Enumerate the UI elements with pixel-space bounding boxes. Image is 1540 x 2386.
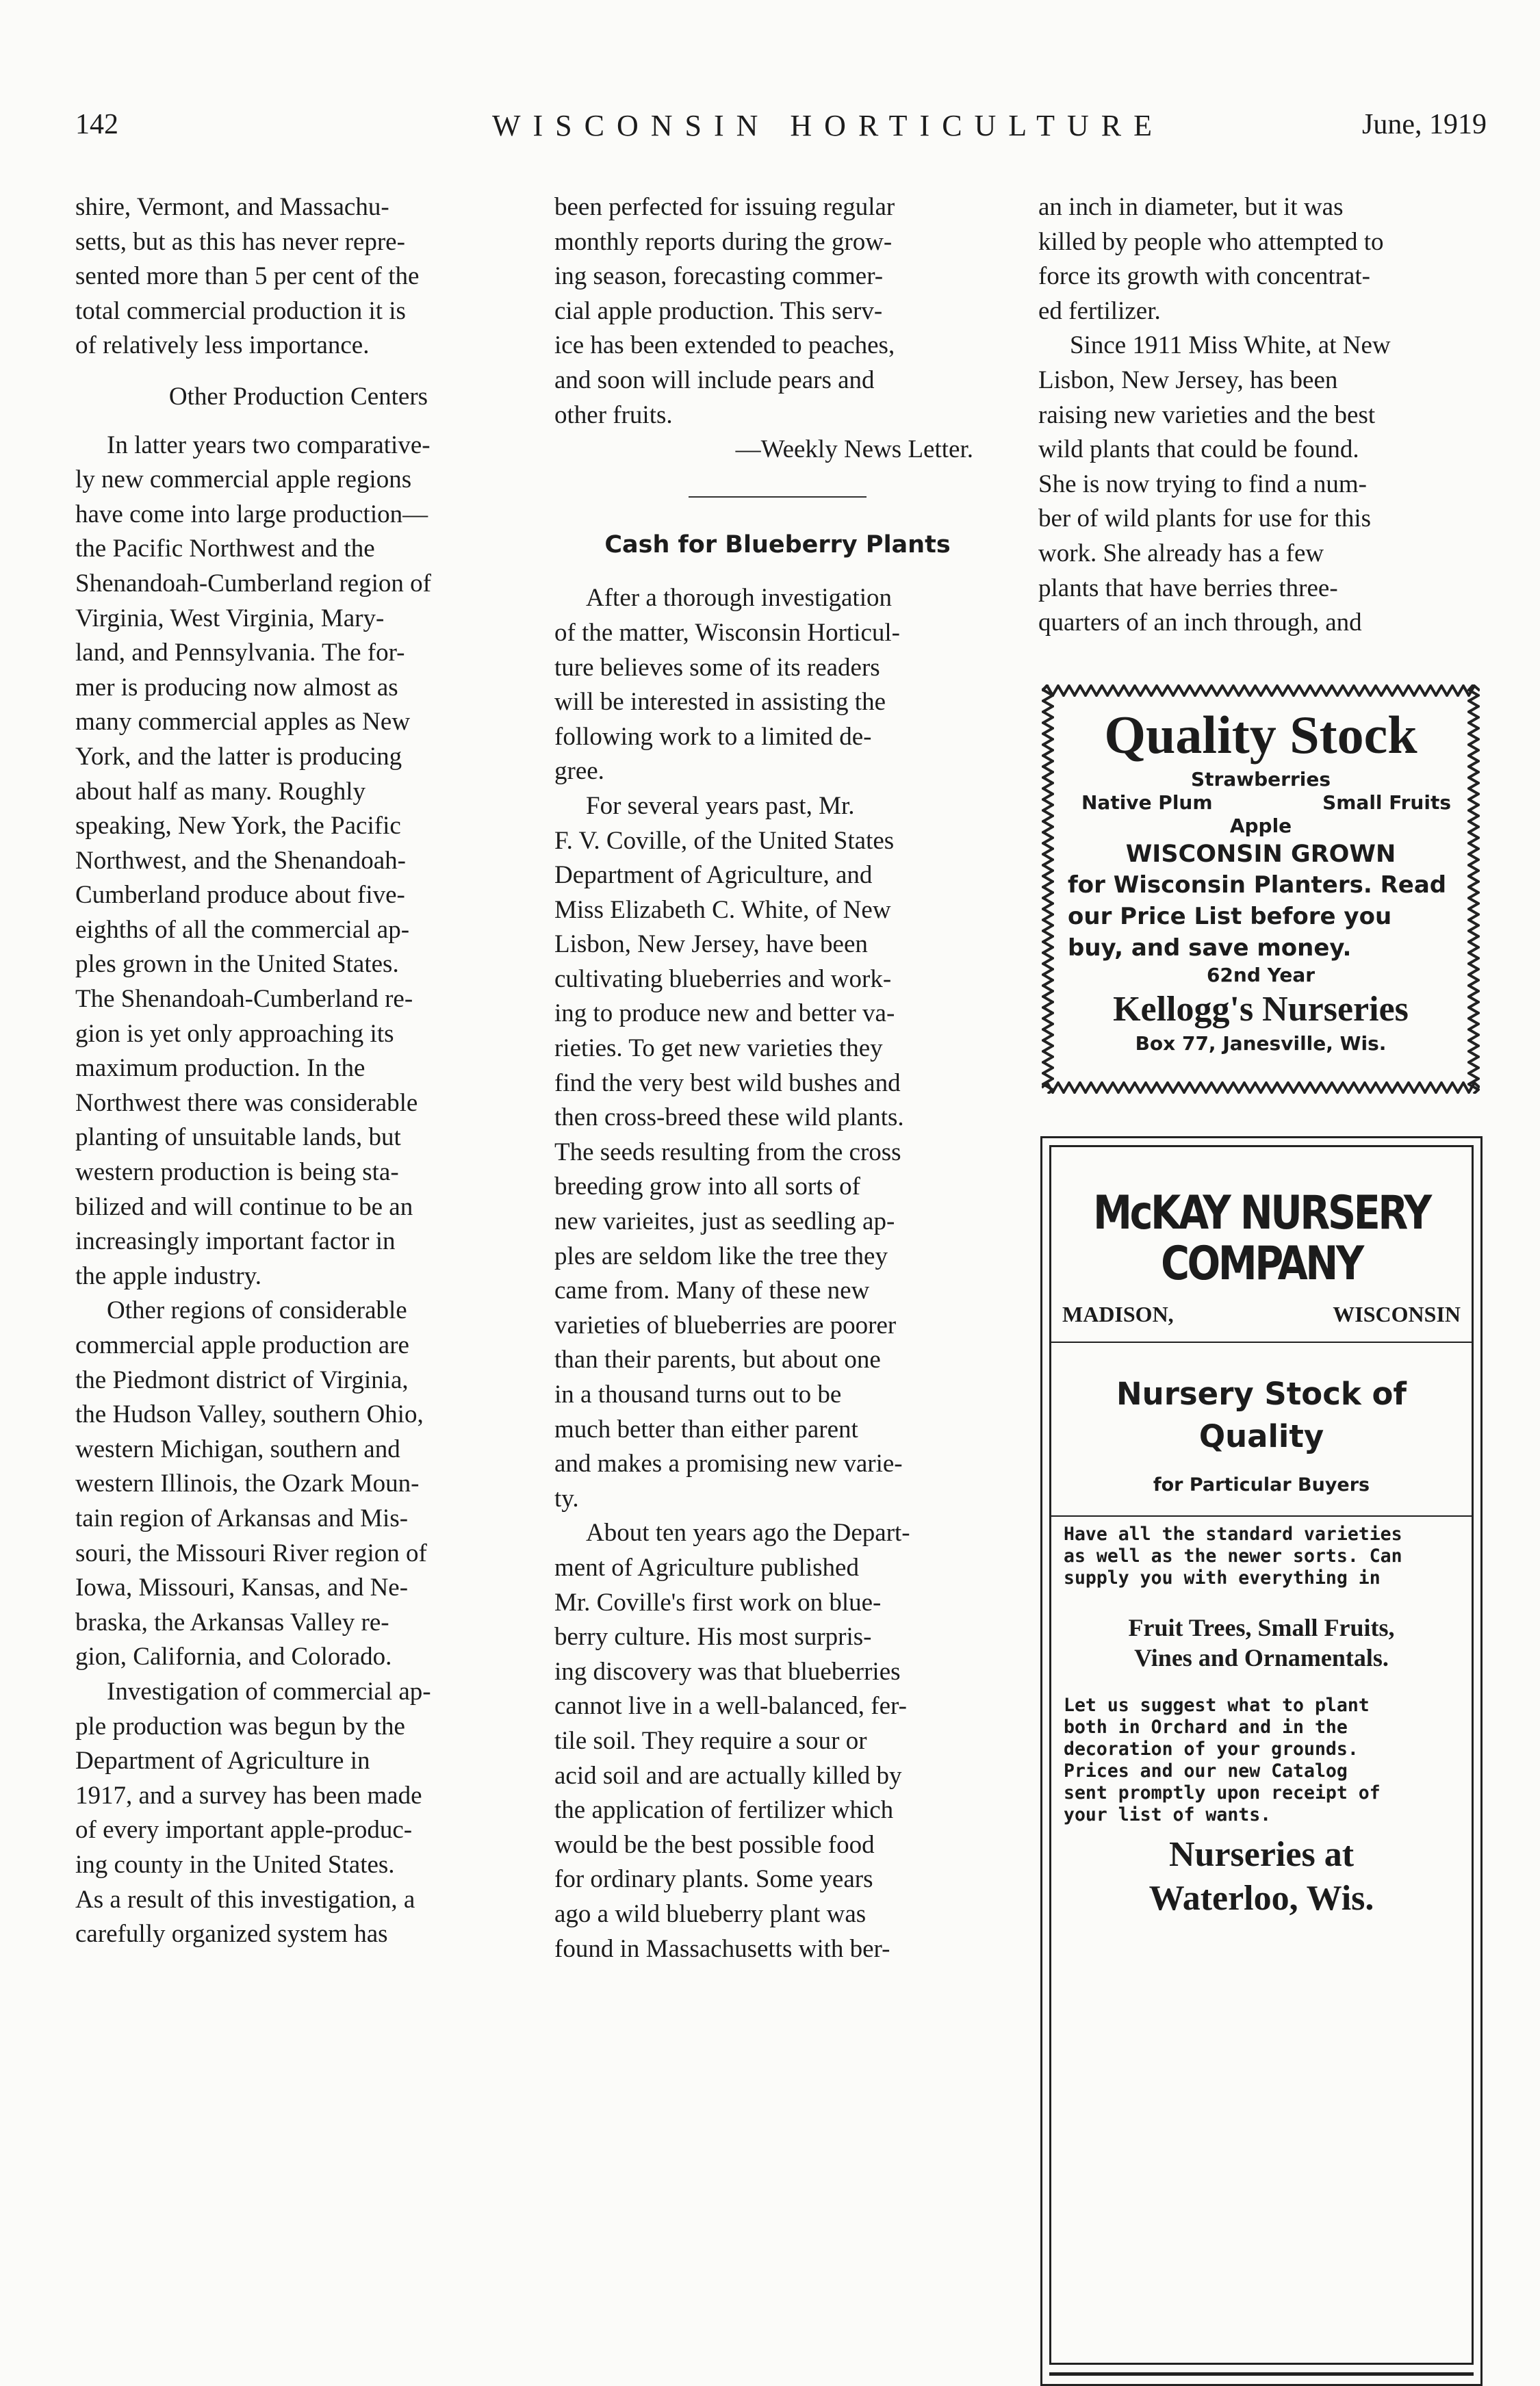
text-line: than their parents, but about one: [554, 1346, 881, 1374]
text-line: cial apple production. This serv-: [554, 296, 883, 325]
ad-company-name: [1085, 1188, 1438, 1290]
text-line: increasingly important factor in: [75, 1227, 396, 1256]
text-line: planting of unsuitable lands, but: [75, 1123, 401, 1152]
text-line: commercial apple production are: [75, 1331, 409, 1359]
text-line: and makes a promising new varie-: [554, 1450, 903, 1478]
text-line: gion, California, and Colorado.: [75, 1643, 392, 1671]
text-line: ples are seldom like the tree they: [554, 1242, 888, 1270]
text-line: ment of Agriculture published: [554, 1553, 859, 1582]
ad-tagline: for Particular Buyers: [1153, 1474, 1370, 1496]
text-line: force its growth with concentrat-: [1038, 262, 1370, 291]
text-line: souri, the Missouri River region of: [75, 1539, 427, 1567]
text-line: Iowa, Missouri, Kansas, and Ne-: [75, 1574, 409, 1602]
ad-content: [1057, 702, 1465, 1055]
text-line: sented more than 5 per cent of the: [75, 262, 420, 291]
text-line: ing discovery was that blueberries: [554, 1657, 901, 1686]
text-line: have come into large production—: [75, 500, 428, 528]
paragraph: [75, 1675, 522, 1952]
text-line: rieties. To get new varieties they: [554, 1034, 883, 1063]
text-line: Shenandoah-Cumberland region of: [75, 569, 431, 598]
text-line: of the matter, Wisconsin Horticul-: [554, 618, 900, 647]
issue-date: June, 1919: [1362, 109, 1487, 140]
ad-pitch-line: our Price List before you: [1068, 903, 1392, 930]
text-line: Department of Agriculture, and: [554, 861, 873, 890]
ad-slogan: WISCONSIN GROWN: [1125, 841, 1396, 868]
page-number: 142: [75, 109, 118, 140]
text-line: of relatively less importance.: [75, 331, 370, 360]
text-line: gree.: [554, 757, 604, 786]
ad-border-top: [1042, 684, 1480, 697]
text-line: the Piedmont district of Virginia,: [75, 1365, 409, 1394]
text-line: about half as many. Roughly: [75, 777, 366, 806]
ad-product: Small Fruits: [1322, 791, 1451, 814]
paragraph: [554, 789, 1001, 1516]
text-line: Lisbon, New Jersey, have been: [554, 930, 868, 959]
text-line: Northwest, and the Shenandoah-: [75, 846, 406, 875]
article-title: Cash for Blueberry Plants: [604, 530, 951, 559]
ad-product-row: [1057, 791, 1465, 814]
text-line: then cross-breed these wild plants.: [554, 1103, 904, 1132]
ad-pitch-line: buy, and save money.: [1068, 934, 1352, 962]
ad-body-line: sent promptly upon receipt of: [1064, 1782, 1381, 1804]
mckay-nursery-ad: [1040, 1136, 1483, 2386]
ad-closing-line: Nurseries at: [1168, 1835, 1355, 1874]
text-line: ty.: [554, 1484, 579, 1513]
text-line: and soon will include pears and: [554, 365, 875, 394]
text-line: In latter years two comparative-: [107, 431, 431, 459]
text-line: breeding grow into all sorts of: [554, 1172, 860, 1201]
text-line: cannot live in a well-balanced, fer-: [554, 1692, 907, 1721]
text-line: Since 1911 Miss White, at New: [1070, 331, 1391, 360]
text-line: The seeds resulting from the cross: [554, 1138, 901, 1166]
text-line: ing to produce new and better va-: [554, 999, 895, 1028]
paragraph: [1038, 190, 1485, 329]
ad-headline: Quality Stock: [1104, 705, 1417, 765]
text-line: following work to a limited de-: [554, 722, 872, 751]
text-line: gion is yet only approaching its: [75, 1019, 394, 1048]
text-line: ple production was begun by the: [75, 1712, 405, 1741]
ad-headline-line: Nursery Stock of: [1116, 1376, 1407, 1412]
text-line: York, and the latter is producing: [75, 742, 402, 771]
text-line: the Hudson Valley, southern Ohio,: [75, 1400, 424, 1429]
text-line: ago a wild blueberry plant was: [554, 1899, 867, 1928]
text-line: Northwest there was considerable: [75, 1088, 418, 1117]
text-line: of every important apple-produc-: [75, 1816, 413, 1845]
ad-inner-frame: [1049, 1145, 1474, 2365]
ad-product: Native Plum: [1081, 791, 1213, 814]
text-line: Miss Elizabeth C. White, of New: [554, 895, 891, 924]
text-line: F. V. Coville, of the United States: [554, 826, 895, 855]
text-line: tile soil. They require a sour or: [554, 1726, 867, 1755]
text-line: tain region of Arkansas and Mis-: [75, 1504, 409, 1532]
ad-company-name-line: COMPANY: [1161, 1237, 1362, 1291]
text-line: found in Massachusetts with ber-: [554, 1934, 890, 1963]
text-line: For several years past, Mr.: [586, 791, 855, 820]
text-line: the Pacific Northwest and the: [75, 535, 375, 563]
text-line: Department of Agriculture in: [75, 1747, 370, 1775]
ad-location: [1062, 1302, 1461, 1327]
text-line: bilized and will continue to be an: [75, 1192, 413, 1221]
text-line: setts, but as this has never repre-: [75, 227, 405, 256]
text-line: As a result of this investigation, a: [75, 1885, 415, 1914]
text-line: maximum production. In the: [75, 1054, 365, 1083]
ad-state: WISCONSIN: [1333, 1302, 1461, 1326]
text-line: The Shenandoah-Cumberland re-: [75, 985, 413, 1014]
text-line: would be the best possible food: [554, 1830, 875, 1859]
ad-border-bottom: [1042, 1081, 1480, 1094]
ad-products-line: Fruit Trees, Small Fruits,: [1128, 1614, 1395, 1641]
ad-product: Strawberries: [1190, 768, 1331, 791]
ad-closing-line: Waterloo, Wis.: [1148, 1879, 1374, 1918]
text-line: ples grown in the United States.: [75, 950, 399, 979]
ad-company-name-line: McKAY NURSERY: [1093, 1186, 1430, 1240]
ad-headline: [1051, 1373, 1472, 1458]
paragraph: [75, 428, 522, 1294]
publication-title: WISCONSIN HORTICULTURE: [491, 109, 1165, 142]
ad-products-line: Vines and Ornamentals.: [1134, 1644, 1389, 1671]
ad-company-name: Kellogg's Nurseries: [1113, 990, 1409, 1029]
ad-year: 62nd Year: [1206, 964, 1316, 986]
ad-divider: [1051, 1342, 1472, 1343]
text-line: ice has been extended to peaches,: [554, 331, 895, 360]
text-line: the application of fertilizer which: [554, 1796, 894, 1825]
text-line: ly new commercial apple regions: [75, 465, 412, 494]
text-line: Lisbon, New Jersey, has been: [1038, 365, 1338, 394]
ad-body-line: Let us suggest what to plant: [1064, 1695, 1370, 1716]
text-line: eighths of all the commercial ap-: [75, 915, 410, 944]
column-3: [1038, 190, 1485, 641]
ad-body-line: decoration of your grounds.: [1064, 1739, 1359, 1760]
ad-body-line: supply you with everything in: [1064, 1567, 1381, 1589]
text-line: other fruits.: [554, 400, 673, 429]
section-divider: [689, 496, 867, 498]
text-line: Cumberland produce about five-: [75, 881, 405, 910]
text-line: the apple industry.: [75, 1261, 261, 1290]
ad-address: Box 77, Janesville, Wis.: [1135, 1032, 1387, 1055]
column-2: [554, 190, 1001, 1966]
ad-city: MADISON,: [1062, 1302, 1174, 1326]
ad-border-left: [1042, 684, 1054, 1094]
text-line: work. She already has a few: [1038, 539, 1324, 567]
text-line: About ten years ago the Depart-: [586, 1519, 910, 1548]
text-line: western production is being sta-: [75, 1158, 399, 1187]
paragraph: [1038, 329, 1485, 640]
text-line: berry culture. His most surpris-: [554, 1623, 872, 1652]
ad-divider: [1051, 1515, 1472, 1517]
text-line: monthly reports during the grow-: [554, 227, 893, 256]
text-line: came from. Many of these new: [554, 1277, 870, 1305]
ad-body-text: [1064, 1695, 1459, 1826]
text-line: an inch in diameter, but it was: [1038, 193, 1344, 221]
text-line: killed by people who attempted to: [1038, 227, 1384, 256]
text-line: After a thorough investigation: [586, 584, 892, 613]
text-line: quarters of an inch through, and: [1038, 608, 1362, 637]
paragraph: [554, 190, 1001, 433]
paragraph: [554, 1516, 1001, 1966]
text-line: total commercial production it is: [75, 296, 406, 325]
column-1: [75, 190, 522, 1952]
text-line: cultivating blueberries and work-: [554, 964, 892, 993]
text-line: Mr. Coville's first work on blue-: [554, 1588, 882, 1617]
text-line: varieties of blueberries are poorer: [554, 1311, 897, 1339]
text-line: ing season, forecasting commer-: [554, 262, 884, 291]
ad-bottom-rule: [1049, 2372, 1474, 2376]
ad-border-right: [1467, 684, 1480, 1094]
ad-products: [1051, 1613, 1472, 1673]
ad-closing: [1051, 1833, 1472, 1921]
text-line: western Illinois, the Ozark Moun-: [75, 1470, 420, 1498]
ad-product: Apple: [1229, 814, 1292, 837]
ad-pitch-line: for Wisconsin Planters. Read: [1068, 871, 1447, 899]
ad-body-line: both in Orchard and in the: [1064, 1717, 1348, 1738]
article-continuation: [75, 190, 522, 363]
text-line: much better than either parent: [554, 1415, 858, 1444]
quality-stock-ad: [1042, 684, 1480, 1094]
ad-body-line: Prices and our new Catalog: [1064, 1760, 1348, 1782]
ad-body-line: Have all the standard varieties: [1064, 1524, 1402, 1545]
text-line: braska, the Arkansas Valley re-: [75, 1608, 389, 1637]
text-line: been perfected for issuing regular: [554, 193, 895, 221]
text-line: ing county in the United States.: [75, 1850, 395, 1879]
text-line: ed fertilizer.: [1038, 296, 1161, 325]
text-line: mer is producing now almost as: [75, 673, 398, 702]
running-header: [75, 108, 1487, 156]
text-line: find the very best wild bushes and: [554, 1068, 901, 1097]
text-line: 1917, and a survey has been made: [75, 1781, 422, 1810]
text-line: many commercial apples as New: [75, 708, 411, 736]
text-line: Other regions of considerable: [107, 1296, 407, 1325]
text-line: Investigation of commercial ap-: [107, 1677, 431, 1706]
ad-headline-line: Quality: [1198, 1418, 1324, 1454]
text-line: ture believes some of its readers: [554, 653, 880, 682]
text-line: for ordinary plants. Some years: [554, 1865, 873, 1894]
ad-pitch: [1057, 869, 1465, 964]
text-line: speaking, New York, the Pacific: [75, 812, 401, 841]
text-line: land, and Pennsylvania. The for-: [75, 639, 405, 667]
text-line: acid soil and are actually killed by: [554, 1761, 902, 1790]
text-line: shire, Vermont, and Massachu-: [75, 193, 389, 221]
paragraph: [75, 1294, 522, 1675]
ad-body-line: as well as the newer sorts. Can: [1064, 1545, 1402, 1567]
text-line: She is now trying to find a num-: [1038, 470, 1367, 498]
paragraph: [554, 581, 1001, 789]
attribution: —Weekly News Letter.: [735, 435, 973, 464]
text-line: Virginia, West Virginia, Mary-: [75, 604, 385, 632]
text-line: in a thousand turns out to be: [554, 1381, 842, 1409]
text-line: ber of wild plants for use for this: [1038, 504, 1372, 533]
text-line: raising new varieties and the best: [1038, 400, 1376, 429]
text-line: will be interested in assisting the: [554, 688, 886, 717]
ad-body-line: your list of wants.: [1064, 1804, 1272, 1825]
text-line: new varieites, just as seedling ap-: [554, 1207, 895, 1236]
ad-body-text: [1064, 1524, 1459, 1589]
text-line: plants that have berries three-: [1038, 574, 1338, 602]
section-subhead: Other Production Centers: [168, 382, 428, 411]
text-line: wild plants that could be found.: [1038, 435, 1359, 464]
text-line: western Michigan, southern and: [75, 1435, 400, 1463]
text-line: carefully organized system has: [75, 1920, 388, 1949]
